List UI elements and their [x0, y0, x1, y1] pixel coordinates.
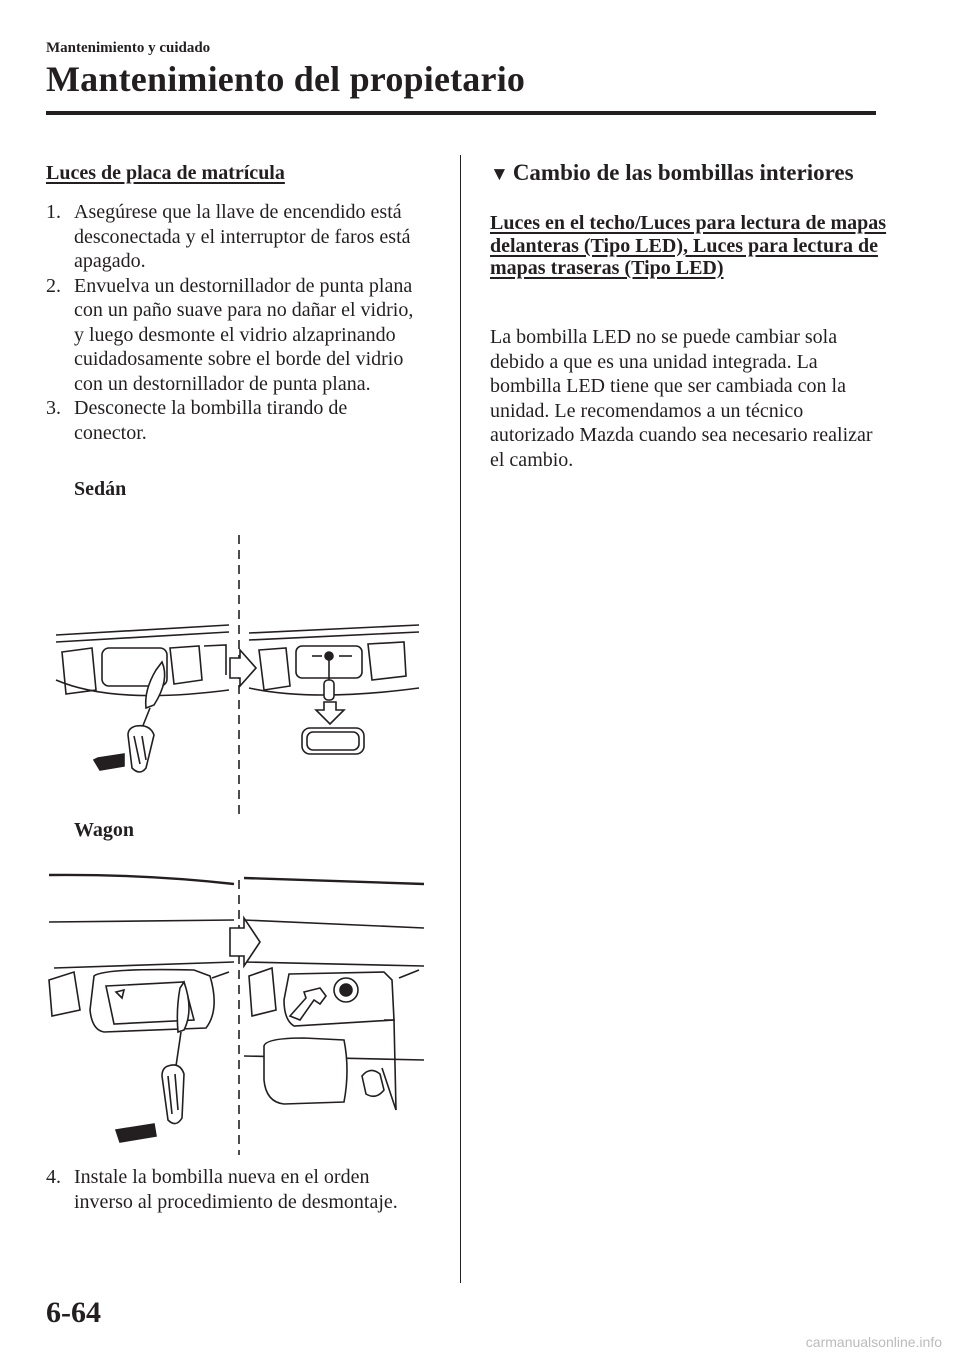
- wagon-left-housing: [49, 970, 229, 1032]
- step-2: [46, 274, 418, 397]
- step-4: [46, 1165, 418, 1214]
- license-plate-lights-heading: Luces de placa de matrícula: [46, 162, 285, 184]
- step-2-text: Envuelva un destornillador de punta plana con un paño suave para no dañar el vidrio, y luego desmonte el vidrio alzaprinando cuidadosamente sobre el borde del vidrio con un destornillador de punta plana.: [74, 274, 414, 395]
- step-4-item: [46, 1165, 418, 1214]
- header-rule: [46, 111, 876, 115]
- sedan-right-panel: [249, 625, 419, 754]
- sedan-pry-arrow-icon: [94, 754, 124, 770]
- wagon-right-housing: [244, 968, 424, 1110]
- step-2-number: 2.: [46, 274, 61, 297]
- step-4-text: Instale la bombilla nueva en el orden inverso al procedimiento de desmontaje.: [74, 1166, 398, 1213]
- steps-list: [46, 200, 418, 445]
- step-3-text: Desconecte la bombilla tirando de conector.: [74, 397, 348, 444]
- page-number: 6-64: [46, 1296, 101, 1329]
- interior-lights-subheading: Luces en el techo/Luces para lectura de mapas delanteras (Tipo LED), Luces para lectura de mapas traseras (Tipo LED): [490, 212, 887, 279]
- step-4-number: 4.: [46, 1166, 61, 1188]
- caption-wagon: Wagon: [74, 819, 135, 841]
- caption-sedan: Sedán: [74, 478, 127, 500]
- step-3-number: 3.: [46, 397, 61, 419]
- wagon-illustration: [44, 870, 429, 1160]
- sedan-illustration: [54, 530, 424, 820]
- interior-bulbs-heading: [490, 160, 854, 186]
- page-title: Mantenimiento del propietario: [46, 59, 526, 99]
- column-divider: [460, 155, 461, 1283]
- step-3: [46, 396, 418, 445]
- wagon-pry-arrow-icon: [116, 1124, 156, 1142]
- wagon-screwdriver: [162, 982, 189, 1124]
- sedan-screwdriver: [128, 662, 165, 772]
- wagon-step-arrow-icon: [230, 918, 260, 966]
- step-1-text: Asegúrese que la llave de encendido está desconectada y el interruptor de faros está apagado.: [74, 201, 411, 272]
- watermark: carmanualsonline.info: [805, 1334, 942, 1350]
- interior-bulbs-heading-text: Cambio de las bombillas interiores: [512, 160, 854, 185]
- section-label: Mantenimiento y cuidado: [46, 40, 211, 56]
- step-1: [46, 200, 418, 274]
- led-body-text: La bombilla LED no se puede cambiar sola debido a que es una unidad integrada. La bombilla LED tiene que ser cambiada con la unidad. Le recomendamos a un técnico autorizado Mazda cuando sea necesario realizar el cambio.: [490, 326, 873, 471]
- step-1-number: 1.: [46, 201, 61, 223]
- triangle-down-icon: ▼: [490, 164, 509, 185]
- sedan-step-arrow-icon: [230, 650, 256, 686]
- sedan-left-panel: [56, 625, 229, 696]
